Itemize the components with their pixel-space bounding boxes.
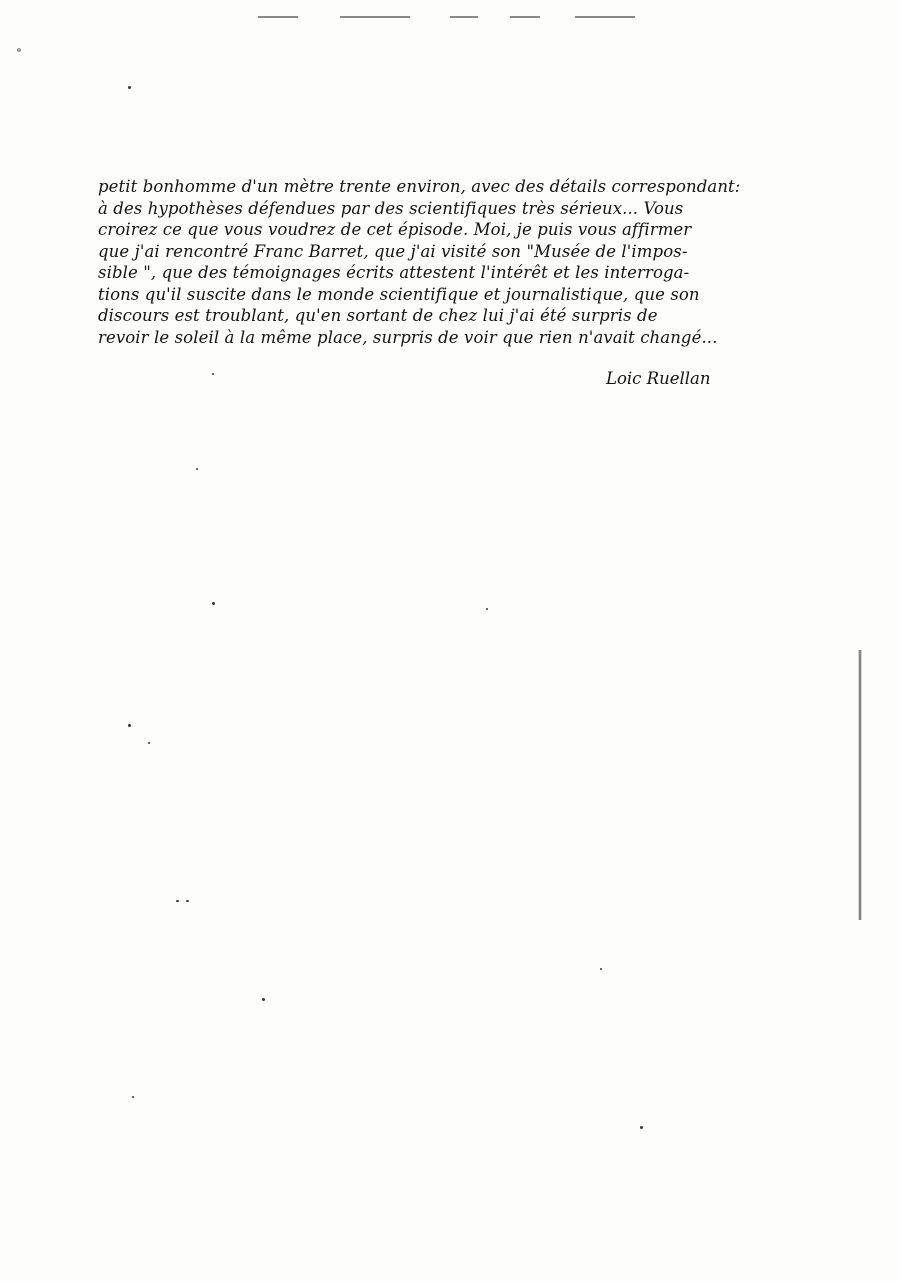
text-line: revoir le soleil à la même place, surpris de voir que rien n'avait changé...	[98, 327, 718, 347]
scan-artifact-top	[450, 16, 478, 18]
text-line: petit bonhomme d'un mètre trente environ, avec des détails correspondant:	[98, 177, 741, 196]
text-line: à des hypothèses défendues par des scientifiques très sérieux... Vous	[98, 198, 684, 218]
scan-speck	[212, 373, 214, 375]
scan-speck	[600, 968, 602, 970]
scan-speck	[486, 608, 488, 610]
scan-speck	[262, 998, 265, 1001]
text-line: discours est troublant, qu'en sortant de chez lui j'ai été surpris de	[98, 306, 658, 325]
scan-edge-shadow	[858, 650, 862, 920]
text-line: croirez ce que vous voudrez de cet épisode. Moi, je puis vous affirmer	[98, 220, 692, 239]
scan-artifact-top	[510, 16, 540, 18]
text-line: que j'ai rencontré Franc Barret, que j'ai visité son "Musée de l'impos-	[98, 241, 688, 261]
scan-speck	[196, 468, 198, 470]
scan-artifact-top	[340, 16, 410, 18]
scan-speck	[17, 48, 21, 52]
text-line: sible ", que des témoignages écrits attestent l'intérêt et les interroga-	[98, 263, 690, 282]
author-signature: Loic Ruellan	[606, 369, 711, 388]
scan-speck	[132, 1096, 134, 1098]
scan-speck	[128, 724, 131, 727]
scan-speck	[186, 900, 189, 902]
scan-speck	[128, 86, 131, 89]
scan-artifact-top	[258, 16, 298, 18]
scan-speck	[212, 602, 215, 605]
scan-artifact-top	[575, 16, 635, 18]
scan-speck	[148, 742, 150, 744]
scan-speck	[176, 900, 179, 902]
letter-body	[98, 176, 778, 348]
text-line: tions qu'il suscite dans le monde scientifique et journalistique, que son	[98, 284, 700, 304]
scan-speck	[640, 1126, 643, 1129]
